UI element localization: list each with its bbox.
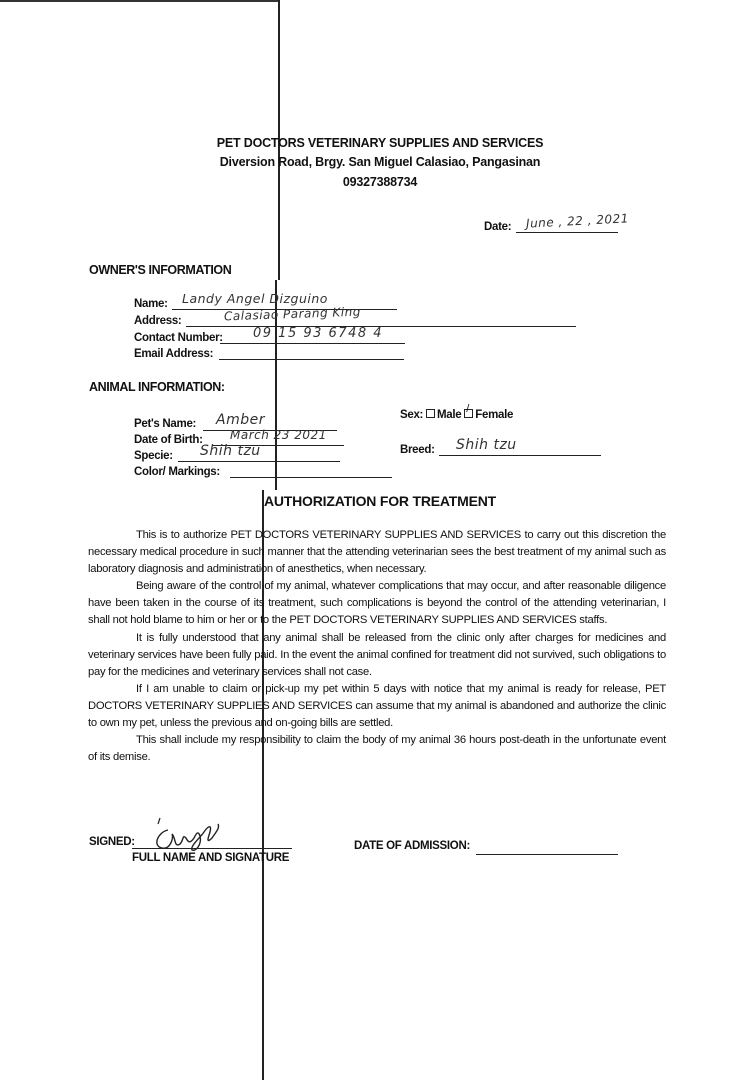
company-name: PET DOCTORS VETERINARY SUPPLIES AND SERVICES bbox=[216, 136, 544, 150]
breed-line bbox=[439, 455, 601, 456]
company-address: Diversion Road, Brgy. San Miguel Calasiao, Pangasinan bbox=[219, 155, 541, 169]
pet-name-value: Amber bbox=[216, 412, 265, 428]
specie-label: Specie: bbox=[134, 450, 173, 462]
owner-section-title: OWNER'S INFORMATION bbox=[89, 263, 232, 277]
pet-name-label: Pet's Name: bbox=[134, 418, 197, 430]
paragraph-4: If I am unable to claim or pick-up my pet within 5 days with notice that my animal is ready for release, PET DOCTORS VETERINARY SUPPLIES AND SERVICES can assume that my animal is abandoned and authorize the clinic to own my pet, unless the previous and on-going bills are settled. bbox=[88, 682, 666, 730]
paragraph-1: This is to authorize PET DOCTORS VETERINARY SUPPLIES AND SERVICES to carry out this discretion the necessary medical procedure in such manner that the attending veterinarian sees the best treatment of my animal such as laboratory diagnosis and administration of anesthetics, when necessary. bbox=[88, 529, 666, 576]
date-line bbox=[516, 232, 618, 233]
scan-edge-line bbox=[0, 0, 278, 2]
signature-caption: FULL NAME AND SIGNATURE bbox=[132, 852, 290, 864]
dob-value: March 23 2021 bbox=[230, 428, 327, 442]
paragraph-3: It is fully understood that any animal shall be released from the clinic only after charges for medicines and veterinary services have been fully paid. In the event the animal confined for treatment did not survived, such obligations to pay for the medicines and veterinary services shall not case. bbox=[88, 631, 666, 678]
signed-label: SIGNED: bbox=[89, 836, 135, 848]
dob-label: Date of Birth: bbox=[134, 434, 203, 446]
specie-line bbox=[178, 461, 340, 462]
date-value: June , 22 , 2021 bbox=[525, 211, 630, 231]
breed-value: Shih tzu bbox=[456, 437, 517, 453]
color-label: Color/ Markings: bbox=[134, 466, 220, 478]
owner-contact-label: Contact Number: bbox=[134, 332, 223, 344]
paragraph-2: Being aware of the control of my animal, whatever complications that may occur, and after reasonable diligence have been taken in the course of its treatment, such complications is beyond the control of the attending veterinarian, I shall not hold blame to him or her or to the PET DOCTORS VETERINARY SUPPLIES AND SERVICES staffs. bbox=[88, 580, 666, 627]
animal-section-title: ANIMAL INFORMATION: bbox=[89, 380, 225, 394]
female-option-label: Female bbox=[475, 409, 514, 421]
owner-address-value: Calasiao Parang King bbox=[223, 304, 362, 324]
owner-contact-line bbox=[220, 343, 405, 344]
male-checkbox[interactable] bbox=[426, 409, 435, 418]
owner-address-label: Address: bbox=[134, 315, 182, 327]
female-checkbox[interactable] bbox=[464, 403, 473, 418]
specie-value: Shih tzu bbox=[200, 443, 261, 459]
check-mark-icon: / bbox=[466, 403, 470, 416]
handwritten-signature bbox=[146, 808, 226, 856]
company-phone: 09327388734 bbox=[342, 175, 418, 189]
authorization-body bbox=[88, 527, 666, 766]
breed-label: Breed: bbox=[400, 444, 435, 456]
sex-label: Sex: bbox=[400, 409, 424, 421]
date-admission-label: DATE OF ADMISSION: bbox=[354, 840, 470, 852]
color-line bbox=[230, 477, 392, 478]
male-option-label: Male bbox=[437, 409, 462, 421]
owner-email-label: Email Address: bbox=[134, 348, 214, 360]
sex-field bbox=[400, 403, 514, 421]
authorization-title: AUTHORIZATION FOR TREATMENT bbox=[263, 493, 497, 509]
owner-email-line bbox=[219, 359, 404, 360]
date-admission-line bbox=[476, 854, 618, 855]
paragraph-5: This shall include my responsibility to claim the body of my animal 36 hours post-death in the unfortunate event of its demise. bbox=[88, 734, 666, 764]
owner-name-label: Name: bbox=[134, 298, 168, 310]
owner-name-value: Landy Angel Dizguino bbox=[182, 291, 328, 306]
owner-contact-value: 09 15 93 6748 4 bbox=[253, 326, 384, 341]
date-label: Date: bbox=[484, 221, 512, 233]
